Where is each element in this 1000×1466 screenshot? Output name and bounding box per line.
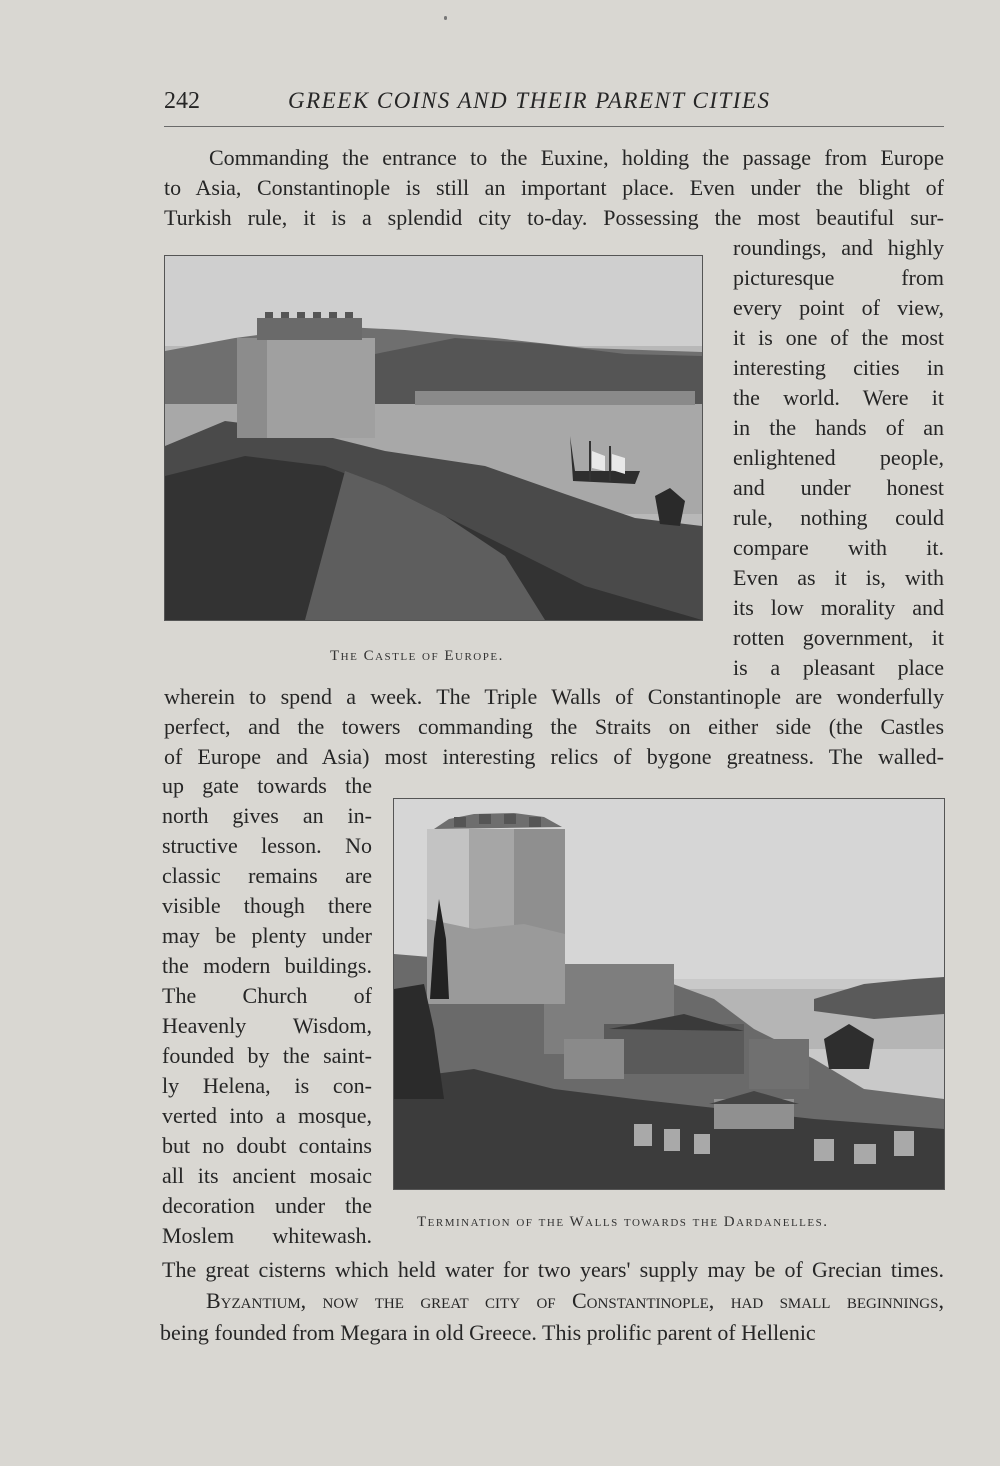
paragraph-line: Turkish rule, it is a splendid city to-day. Possessing the most beautiful sur-: [164, 205, 944, 230]
paragraph-line: may be plenty under: [162, 923, 372, 948]
page-number: 242: [164, 88, 200, 114]
ink-speck: [444, 16, 447, 20]
walls-termination-photo: [393, 798, 945, 1190]
paragraph-line: its low morality and: [733, 595, 944, 620]
paragraph-line: founded by the saint-: [162, 1043, 372, 1068]
paragraph-line: enlightened people,: [733, 445, 944, 470]
paragraph-line: Byzantium, now the great city of Constantinople, had small beginnings,: [206, 1288, 944, 1313]
paragraph-line: visible though there: [162, 893, 372, 918]
paragraph-line: picturesque from: [733, 265, 944, 290]
running-title: GREEK COINS AND THEIR PARENT CITIES: [288, 88, 771, 113]
figure-caption: Termination of the Walls towards the Dardanelles.: [417, 1214, 829, 1230]
paragraph-line: Heavenly Wisdom,: [162, 1013, 372, 1038]
paragraph-line: north gives an in-: [162, 803, 372, 828]
running-header: [160, 88, 950, 120]
paragraph-line: and under honest: [733, 475, 944, 500]
paragraph-line: verted into a mosque,: [162, 1103, 372, 1128]
paragraph-line: The Church of: [162, 983, 372, 1008]
paragraph-line: but no doubt contains: [162, 1133, 372, 1158]
paragraph-line: up gate towards the: [162, 773, 372, 798]
paragraph-line: the modern buildings.: [162, 953, 372, 978]
paragraph-line: the world. Were it: [733, 385, 944, 410]
paragraph-line: interesting cities in: [733, 355, 944, 380]
paragraph-line: compare with it.: [733, 535, 944, 560]
paragraph-line: Moslem whitewash.: [162, 1223, 372, 1248]
paragraph-line: Commanding the entrance to the Euxine, holding the passage from Europe: [209, 145, 944, 170]
paragraph-line: structive lesson. No: [162, 833, 372, 858]
paragraph-line: in the hands of an: [733, 415, 944, 440]
paragraph-line: decoration under the: [162, 1193, 372, 1218]
castle-of-europe-photo: [164, 255, 703, 621]
paragraph-line: perfect, and the towers commanding the Straits on either side (the Castles: [164, 714, 944, 739]
paragraph-line: classic remains are: [162, 863, 372, 888]
paragraph-line: every point of view,: [733, 295, 944, 320]
paragraph-line: is a pleasant place: [733, 655, 944, 680]
paragraph-line: it is one of the most: [733, 325, 944, 350]
paragraph-line: rotten government, it: [733, 625, 944, 650]
paragraph-line: being founded from Megara in old Greece. This prolific parent of Hellenic: [160, 1320, 816, 1345]
paragraph-line: of Europe and Asia) most interesting relics of bygone greatness. The walled-: [164, 744, 944, 769]
header-rule: [164, 126, 944, 127]
paragraph-line: to Asia, Constantinople is still an important place. Even under the blight of: [164, 175, 944, 200]
paragraph-line: ly Helena, is con-: [162, 1073, 372, 1098]
paragraph-line: The great cisterns which held water for two years' supply may be of Grecian times.: [162, 1257, 944, 1282]
paragraph-line: roundings, and highly: [733, 235, 944, 260]
paragraph-line: Even as it is, with: [733, 565, 944, 590]
figure-caption: The Castle of Europe.: [330, 648, 504, 664]
paragraph-line: rule, nothing could: [733, 505, 944, 530]
paragraph-line: all its ancient mosaic: [162, 1163, 372, 1188]
paragraph-line: wherein to spend a week. The Triple Walls of Constantinople are wonderfully: [164, 684, 944, 709]
